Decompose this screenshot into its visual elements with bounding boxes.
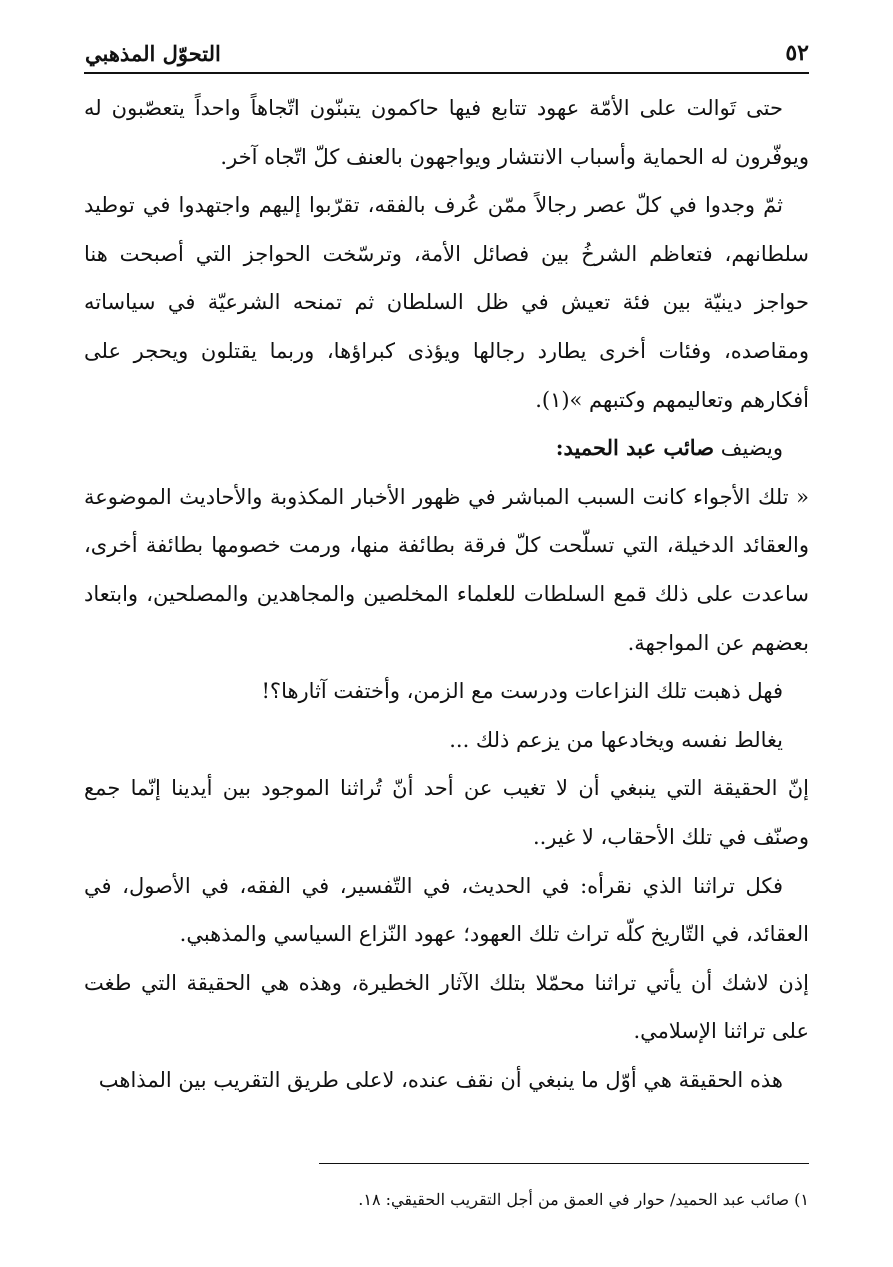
- header-rule: [84, 72, 809, 74]
- running-header: [85, 30, 809, 70]
- quote-paragraph: فكل تراثنا الذي نقرأه: في الحديث، في التّفسير، في الفقه، في الأصول، في العقائد، في التّاريخ كلّه تراث تلك العهود؛ عهود النّزاع السياسي والمذهبي.: [84, 873, 809, 947]
- quote-intro: [84, 424, 809, 473]
- quote-intro-lead: ويضيف: [720, 436, 783, 461]
- quote-paragraph: يغالط نفسه ويخادعها من يزعم ذلك ...: [449, 727, 783, 752]
- running-title: التحوّل المذهبي: [85, 41, 221, 66]
- footnote: ١) صائب عبد الحميد/ حوار في العمق من أجل التقريب الحقيقي: ١٨.: [358, 1190, 809, 1209]
- paragraph: ثمّ وجدوا في كلّ عصر رجالاً ممّن عُرف بالفقه، تقرّبوا إليهم واجتهدوا في توطيد سلطانهم، فتعاظم الشرخُ بين فصائل الأمة، وترسّخت الحواجز التي أصبحت هنا حواجز دينيّة بين فئة تعيش في ظل السلطان ثم تمنحه الشرعيّة في سياساته ومقاصده، وفئات أخرى يطارد رجالها ويؤذى كبراؤها، وربما يقتلون ويحجر على أفكارهم وتعاليمهم وكتبهم »(١).: [84, 193, 809, 412]
- quote-paragraph: هذه الحقيقة هي أوّل ما ينبغي أن نقف عنده، لاعلى طريق التقريب بين المذاهب: [98, 1067, 783, 1092]
- quoted-author-name: صائب عبد الحميد:: [555, 435, 715, 461]
- paragraph: حتى تَوالت على الأمّة عهود تتابع فيها حاكمون يتبنّون اتّجاهاً واحداً يتعصّبون له ويوفّرون له الحماية وأسباب الانتشار ويواجهون بالعنف كلّ اتّجاه آخر.: [84, 96, 809, 169]
- quote-paragraph: إنّ الحقيقة التي ينبغي أن لا تغيب عن أحد أنّ تُراثنا الموجود بين أيدينا إنّما جمع وصنّف في تلك الأحقاب، لا غير..: [84, 776, 809, 849]
- quote-paragraph: إذن لاشك أن يأتي تراثنا محمّلا بتلك الآثار الخطيرة، وهذه هي الحقيقة التي طغت على تراثنا الإسلامي.: [84, 970, 809, 1044]
- quote-paragraph: فهل ذهبت تلك النزاعات ودرست مع الزمن، وأختفت آثارها؟!: [261, 679, 783, 704]
- main-text: [84, 84, 809, 1104]
- footnote-rule: [319, 1163, 809, 1164]
- page-number: ٥٢: [785, 40, 809, 66]
- quote-paragraph: « تلك الأجواء كانت السبب المباشر في ظهور الأخبار المكذوبة والأحاديث الموضوعة والعقائد الدخيلة، التي تسلّحت كلّ فرقة بطائفة منها، ورمت خصومها بطائفة أخرى، ساعدت على ذلك قمع السلطات للعلماء المخلصين والمجاهدين والمصلحين، وابتعاد بعضهم عن المواجهة.: [84, 484, 809, 655]
